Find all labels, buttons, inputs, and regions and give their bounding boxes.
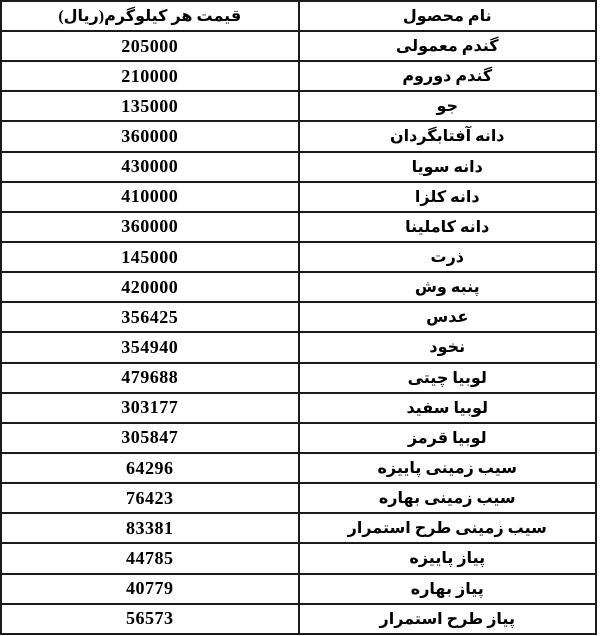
product-name-cell: پنبه وش (299, 272, 597, 302)
product-name-cell: لوبیا قرمز (299, 423, 597, 453)
table-row (1, 543, 596, 573)
table-row (1, 152, 596, 182)
table-row (1, 272, 596, 302)
price-cell: 83381 (1, 513, 299, 543)
price-cell: 205000 (1, 31, 299, 61)
price-cell: 410000 (1, 182, 299, 212)
table-row (1, 423, 596, 453)
price-cell: 56573 (1, 604, 299, 634)
table-row (1, 332, 596, 362)
price-cell: 360000 (1, 212, 299, 242)
price-cell: 420000 (1, 272, 299, 302)
column-header-product-name: نام محصول (299, 1, 597, 31)
table-row (1, 574, 596, 604)
price-cell: 356425 (1, 302, 299, 332)
product-name-cell: دانه کلزا (299, 182, 597, 212)
table-row (1, 91, 596, 121)
table-row (1, 393, 596, 423)
table-row (1, 182, 596, 212)
price-cell: 479688 (1, 363, 299, 393)
table-row (1, 212, 596, 242)
price-cell: 305847 (1, 423, 299, 453)
price-cell: 145000 (1, 242, 299, 272)
table-row (1, 604, 596, 634)
product-name-cell: سیب زمینی بهاره (299, 483, 597, 513)
table-row (1, 363, 596, 393)
product-name-cell: لوبیا چیتی (299, 363, 597, 393)
product-name-cell: گندم معمولی (299, 31, 597, 61)
table-row (1, 513, 596, 543)
price-cell: 360000 (1, 121, 299, 151)
price-cell: 303177 (1, 393, 299, 423)
product-name-cell: نخود (299, 332, 597, 362)
price-cell: 430000 (1, 152, 299, 182)
price-cell: 354940 (1, 332, 299, 362)
table-row (1, 31, 596, 61)
product-name-cell: ذرت (299, 242, 597, 272)
product-name-cell: پیاز پاییزه (299, 543, 597, 573)
product-name-cell: دانه آفتابگردان (299, 121, 597, 151)
price-cell: 135000 (1, 91, 299, 121)
product-name-cell: سیب زمینی پاییزه (299, 453, 597, 483)
table-row (1, 242, 596, 272)
price-cell: 40779 (1, 574, 299, 604)
table-row (1, 483, 596, 513)
table-row (1, 121, 596, 151)
column-header-price-per-kg: قیمت هر کیلوگرم(ریال) (1, 1, 299, 31)
table-row (1, 61, 596, 91)
product-name-cell: دانه کاملینا (299, 212, 597, 242)
price-cell: 64296 (1, 453, 299, 483)
price-cell: 210000 (1, 61, 299, 91)
table-row (1, 302, 596, 332)
product-name-cell: سیب زمینی طرح استمرار (299, 513, 597, 543)
price-cell: 76423 (1, 483, 299, 513)
header-row (1, 1, 596, 31)
table-row (1, 453, 596, 483)
price-cell: 44785 (1, 543, 299, 573)
product-name-cell: گندم دوروم (299, 61, 597, 91)
product-name-cell: دانه سویا (299, 152, 597, 182)
product-name-cell: پیاز بهاره (299, 574, 597, 604)
product-name-cell: جو (299, 91, 597, 121)
product-name-cell: عدس (299, 302, 597, 332)
product-name-cell: لوبیا سفید (299, 393, 597, 423)
product-name-cell: پیاز طرح استمرار (299, 604, 597, 634)
